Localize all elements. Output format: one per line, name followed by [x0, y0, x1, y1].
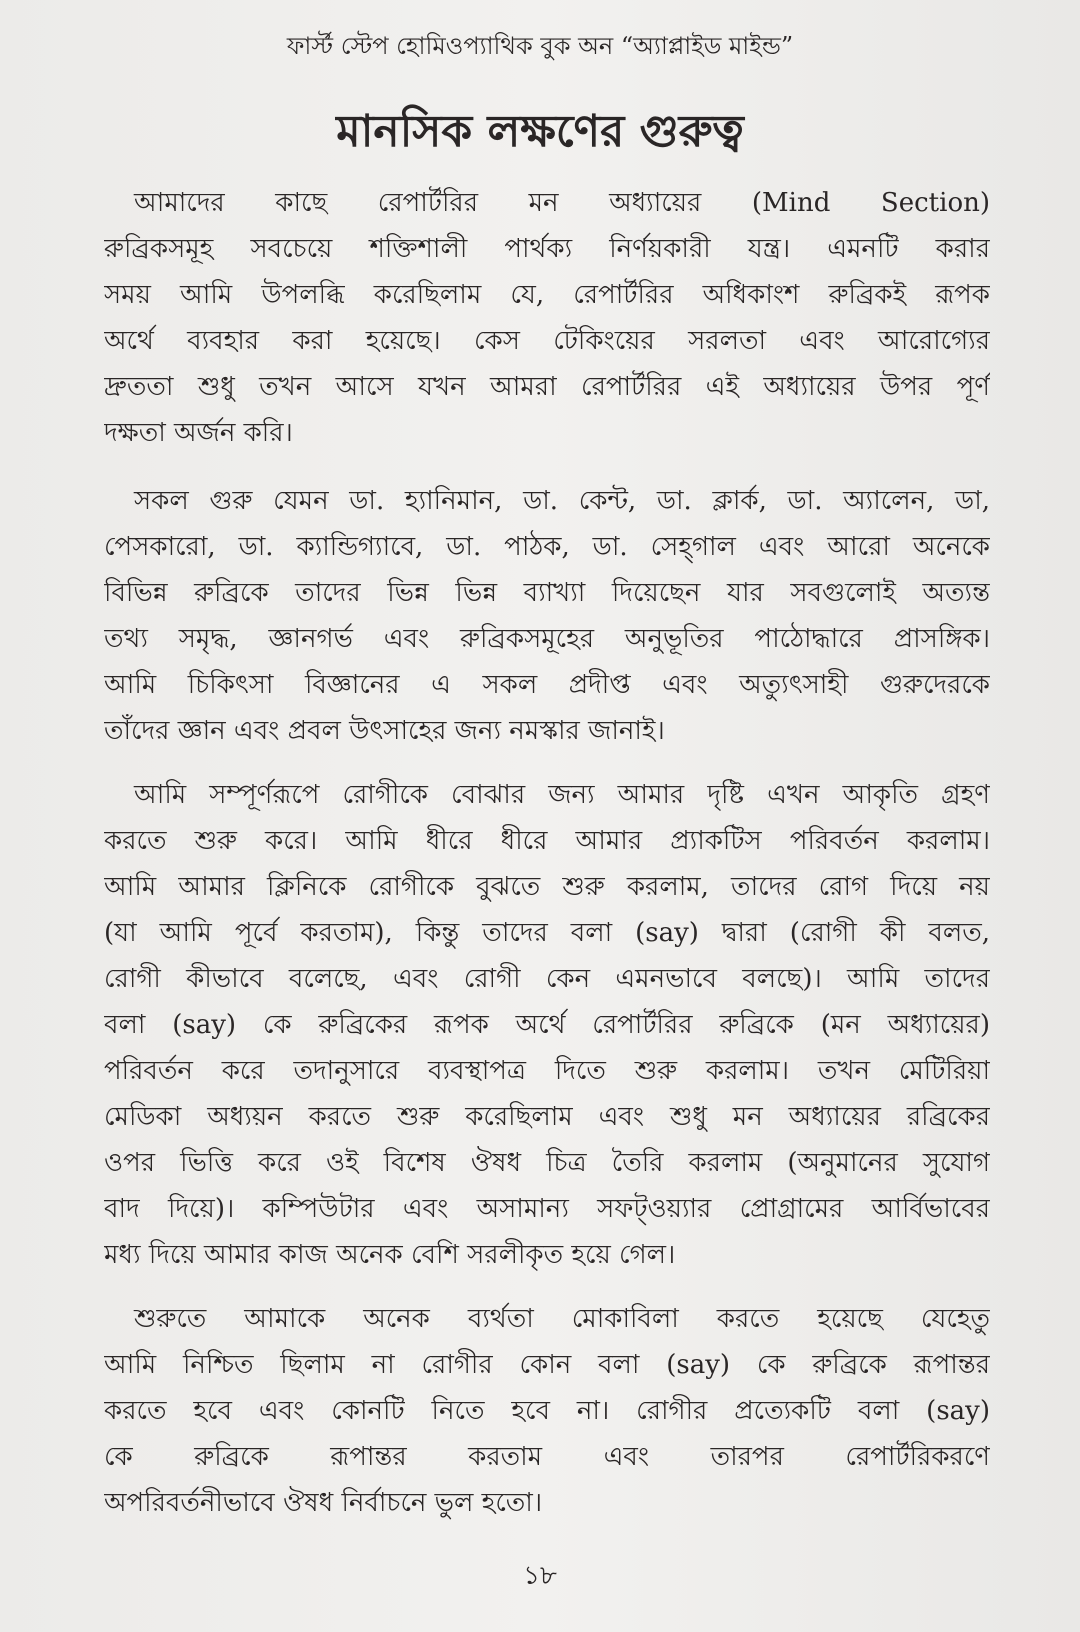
text-line: ওপর ভিত্তি করে ওই বিশেষ ঔষধ চিত্র তৈরি করলাম (অনুমানের সুযোগ — [104, 1148, 990, 1178]
text-line: অপরিবর্তনীভাবে ঔষধ নির্বাচনে ভুল হতো। — [104, 1488, 543, 1518]
text-line: করতে হবে এবং কোনটি নিতে হবে না। রোগীর প্রত্যেকটি বলা (say) — [104, 1396, 990, 1426]
text-line: মধ্য দিয়ে আমার কাজ অনেক বেশি সরলীকৃত হয়ে গেল। — [104, 1240, 676, 1270]
text-line: অর্থে ব্যবহার করা হয়েছে। কেস টেকিংয়ের সরলতা এবং আরোগ্যের — [104, 326, 990, 356]
text-line: তথ্য সমৃদ্ধ, জ্ঞানগর্ভ এবং রুব্রিকসমূহের অনুভূতির পাঠোদ্ধারে প্রাসঙ্গিক। — [104, 624, 990, 654]
text-line: রুব্রিকসমূহ সবচেয়ে শক্তিশালী পার্থক্য নির্ণয়কারী যন্ত্র। এমনটি করার — [104, 234, 990, 264]
paragraph-4 — [104, 1296, 990, 1526]
paragraph-2 — [104, 478, 990, 754]
text-line: আমি চিকিৎসা বিজ্ঞানের এ সকল প্রদীপ্ত এবং অত্যুৎসাহী গুরুদেরকে — [104, 670, 990, 700]
chapter-title: মানসিক লক্ষণের গুরুত্ব — [336, 106, 744, 157]
text-line: করতে শুরু করে। আমি ধীরে ধীরে আমার প্র্যাকটিস পরিবর্তন করলাম। — [104, 826, 990, 856]
text-line: পরিবর্তন করে তদানুসারে ব্যবস্থাপত্র দিতে শুরু করলাম। তখন মেটিরিয়া — [104, 1056, 990, 1086]
text-line: দক্ষতা অর্জন করি। — [104, 418, 293, 448]
text-line: আমি আমার ক্লিনিকে রোগীকে বুঝতে শুরু করলাম, তাদের রোগ দিয়ে নয় — [104, 872, 990, 902]
text-line: বিভিন্ন রুব্রিকে তাদের ভিন্ন ভিন্ন ব্যাখ্যা দিয়েছেন যার সবগুলোই অত্যন্ত — [104, 578, 990, 608]
text-line: রোগী কীভাবে বলেছে, এবং রোগী কেন এমনভাবে বলছে)। আমি তাদের — [104, 964, 990, 994]
text-line: আমি নিশ্চিত ছিলাম না রোগীর কোন বলা (say) কে রুব্রিকে রূপান্তর — [104, 1350, 990, 1380]
text-line: দ্রুততা শুধু তখন আসে যখন আমরা রেপার্টরির এই অধ্যায়ের উপর পূর্ণ — [104, 372, 990, 402]
text-line: পেসকারো, ডা. ক্যান্ডিগ্যাবে, ডা. পাঠক, ডা. সেহ্গাল এবং আরো অনেকে — [104, 532, 990, 562]
text-line: সময় আমি উপলব্ধি করেছিলাম যে, রেপার্টরির অধিকাংশ রুব্রিকই রূপক — [104, 280, 990, 310]
text-line: মেডিকা অধ্যয়ন করতে শুরু করেছিলাম এবং শুধু মন অধ্যায়ের রব্রিকের — [104, 1102, 990, 1132]
text-line: সকল গুরু যেমন ডা. হ্যানিমান, ডা. কেন্ট, ডা. ক্লার্ক, ডা. অ্যালেন, ডা, — [134, 486, 990, 516]
text-line: শুরুতে আমাকে অনেক ব্যর্থতা মোকাবিলা করতে হয়েছে যেহেতু — [134, 1304, 990, 1334]
running-header: ফার্স্ট স্টেপ হোমিওপ্যাথিক বুক অন “অ্যাপ্লাইড মাইন্ড” — [286, 32, 794, 60]
text-line: (যা আমি পূর্বে করতাম), কিন্তু তাদের বলা (say) দ্বারা (রোগী কী বলত, — [104, 918, 990, 948]
text-line: আমাদের কাছে রেপার্টরির মন অধ্যায়ের (Mind Section) — [134, 188, 990, 218]
paragraph-1 — [104, 180, 990, 456]
text-line: বলা (say) কে রুব্রিকের রূপক অর্থে রেপার্টরির রুব্রিকে (মন অধ্যায়ের) — [104, 1010, 990, 1040]
text-line: বাদ দিয়ে)। কম্পিউটার এবং অসামান্য সফট্ওয়্যার প্রোগ্রামের আর্বিভাবের — [104, 1194, 990, 1224]
text-line: কে রুব্রিকে রূপান্তর করতাম এবং তারপর রেপার্টরিকরণে — [104, 1442, 990, 1472]
paragraph-3 — [104, 772, 990, 1278]
page-number: ১৮ — [523, 1561, 557, 1591]
text-line: আমি সম্পূর্ণরূপে রোগীকে বোঝার জন্য আমার দৃষ্টি এখন আকৃতি গ্রহণ — [134, 780, 990, 810]
text-line: তাঁদের জ্ঞান এবং প্রবল উৎসাহের জন্য নমস্কার জানাই। — [104, 716, 665, 746]
